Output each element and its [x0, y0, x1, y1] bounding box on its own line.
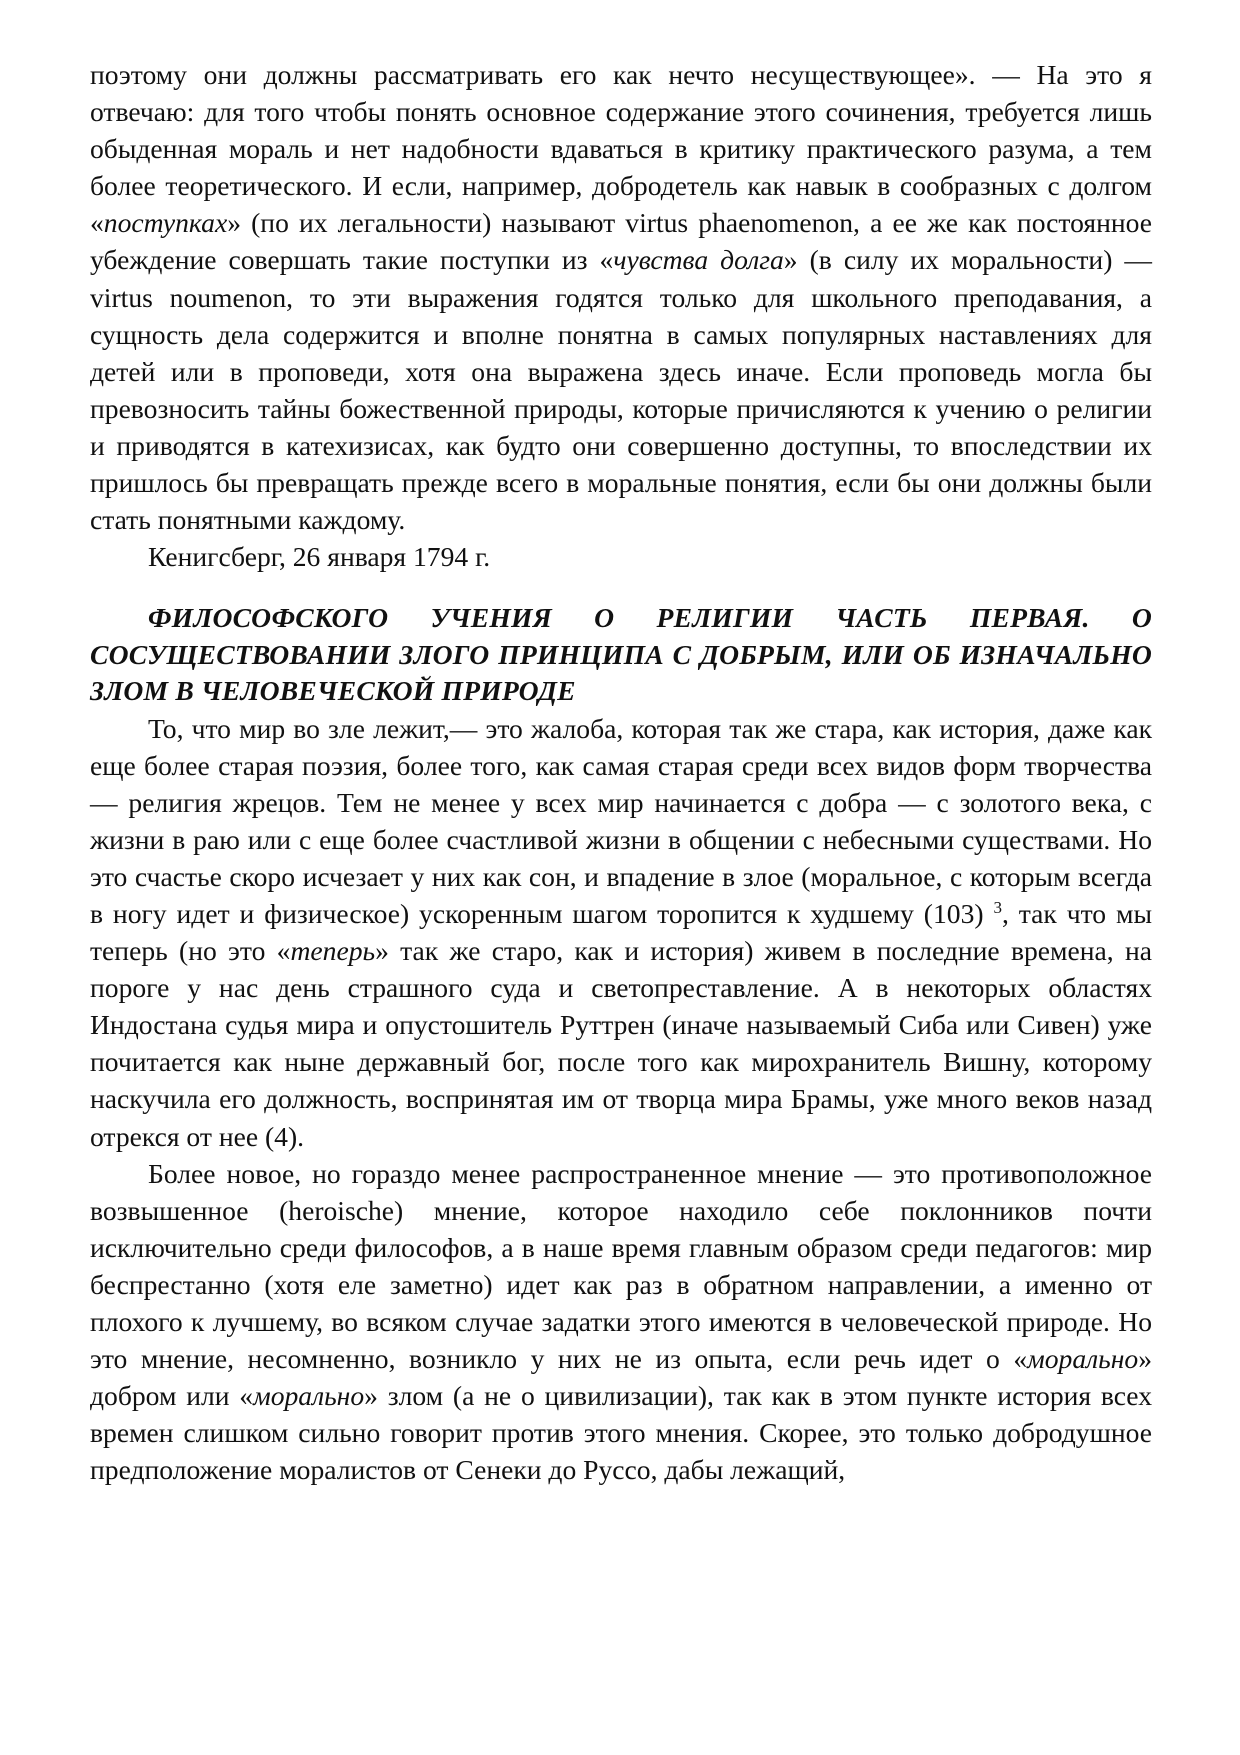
paragraph-3-text-1: Более новое, но гораздо менее распространенное мнение — это противоположное возвышенное (heroische) мнение, которое находило себе поклонников почти исключительно среди философов, а в наше время главным образом среди педагогов: мир беспрестанно (хотя еле заметно) идет как раз в обратном направлении, а именно от плохого к лучшему, во всяком случае задатки этого имеются в человеческой природе. Но это мнение, несомненно, возникло у них не из опыта, если речь идет о « — [90, 1157, 1152, 1375]
paragraph-2 — [90, 710, 1152, 1155]
paragraph-2-text-2: , так что мы теперь (но это « — [90, 898, 1152, 967]
paragraph-1 — [90, 56, 1152, 538]
section-heading: ФИЛОСОФСКОГО УЧЕНИЯ О РЕЛИГИИ ЧАСТЬ ПЕРВАЯ. О СОСУЩЕСТВОВАНИИ ЗЛОГО ПРИНЦИПА С ДОБРЫМ, ИЛИ ОБ ИЗНАЧАЛЬНО ЗЛОМ В ЧЕЛОВЕЧЕСКОЙ ПРИРОДЕ — [90, 602, 1152, 707]
footnote-marker: 3 — [993, 898, 1002, 917]
paragraph-1-text-3: » (в силу их моральности) — virtus noumenon, то эти выражения годятся только для школьного преподавания, а сущность дела содержится и вполне понятна в самых популярных наставлениях для детей или в проповеди, хотя она выражена здесь иначе. Если проповедь могла бы превозносить тайны божественной природы, которые причисляются к учению о религии и приводятся в катехизисах, как будто они совершенно доступны, то впоследствии их пришлось бы превращать прежде всего в моральные понятия, если бы они должны были стать понятными каждому. — [90, 244, 1152, 536]
document-page — [90, 56, 1152, 1489]
italic-term-teper: теперь — [290, 935, 376, 967]
italic-term-moralno-1: морально — [1027, 1343, 1139, 1375]
paragraph-1-text-1: поэтому они должны рассматривать его как нечто несуществующее». — На это я отвечаю: для того чтобы понять основное содержание этого сочинения, требуется лишь обыденная мораль и нет надобности вдаваться в критику практического разума, а тем более теоретического. И если, например, добродетель как навык в сообразных с долгом « — [90, 59, 1152, 239]
paragraph-3-text-2: » добром или « — [90, 1343, 1152, 1412]
paragraph-2-text-1: То, что мир во зле лежит,— это жалоба, которая так же стара, как история, даже как еще более старая поэзия, более того, как самая старая среди всех видов форм творчества — религия жрецов. Тем не менее у всех мир начинается с добра — с золотого века, с жизни в раю или с еще более счастливой жизни в общении с небесными существами. Но это счастье скоро исчезает у них как сон, и впадение в злое (моральное, с которым всегда в ногу идет и физическое) ускоренным шагом торопится к худшему (103) — [90, 712, 1152, 929]
place-date-line: Кенигсберг, 26 января 1794 г. — [148, 541, 491, 573]
paragraph-3-text-3: » злом (а не о цивилизации), так как в этом пункте история всех времен слишком сильно говорит против этого мнения. Скорее, это только добродушное предположение моралистов от Сенеки до Руссо, дабы лежащий, — [90, 1380, 1152, 1486]
paragraph-2-text-3: » так же старо, как и история) живем в последние времена, на пороге у нас день страшного суда и светопреставление. А в некоторых областях Индостана судья мира и опустошитель Руттрен (иначе называемый Сиба или Сивен) уже почитается как ныне державный бог, после того как мирохранитель Вишну, которому наскучила его должность, воспринятая им от творца мира Брамы, уже много веков назад отрекся от нее (4). — [90, 935, 1152, 1152]
paragraph-1-text-2: » (по их легальности) называют virtus phaenomenon, а ее же как постоянное убеждение совершать такие поступки из « — [90, 207, 1152, 276]
italic-term-moralno-2: морально — [253, 1380, 365, 1412]
italic-term-chuvstva-dolga: чувства долга — [613, 244, 784, 276]
italic-term-postupkah: поступках — [103, 207, 228, 239]
paragraph-3 — [90, 1155, 1152, 1489]
